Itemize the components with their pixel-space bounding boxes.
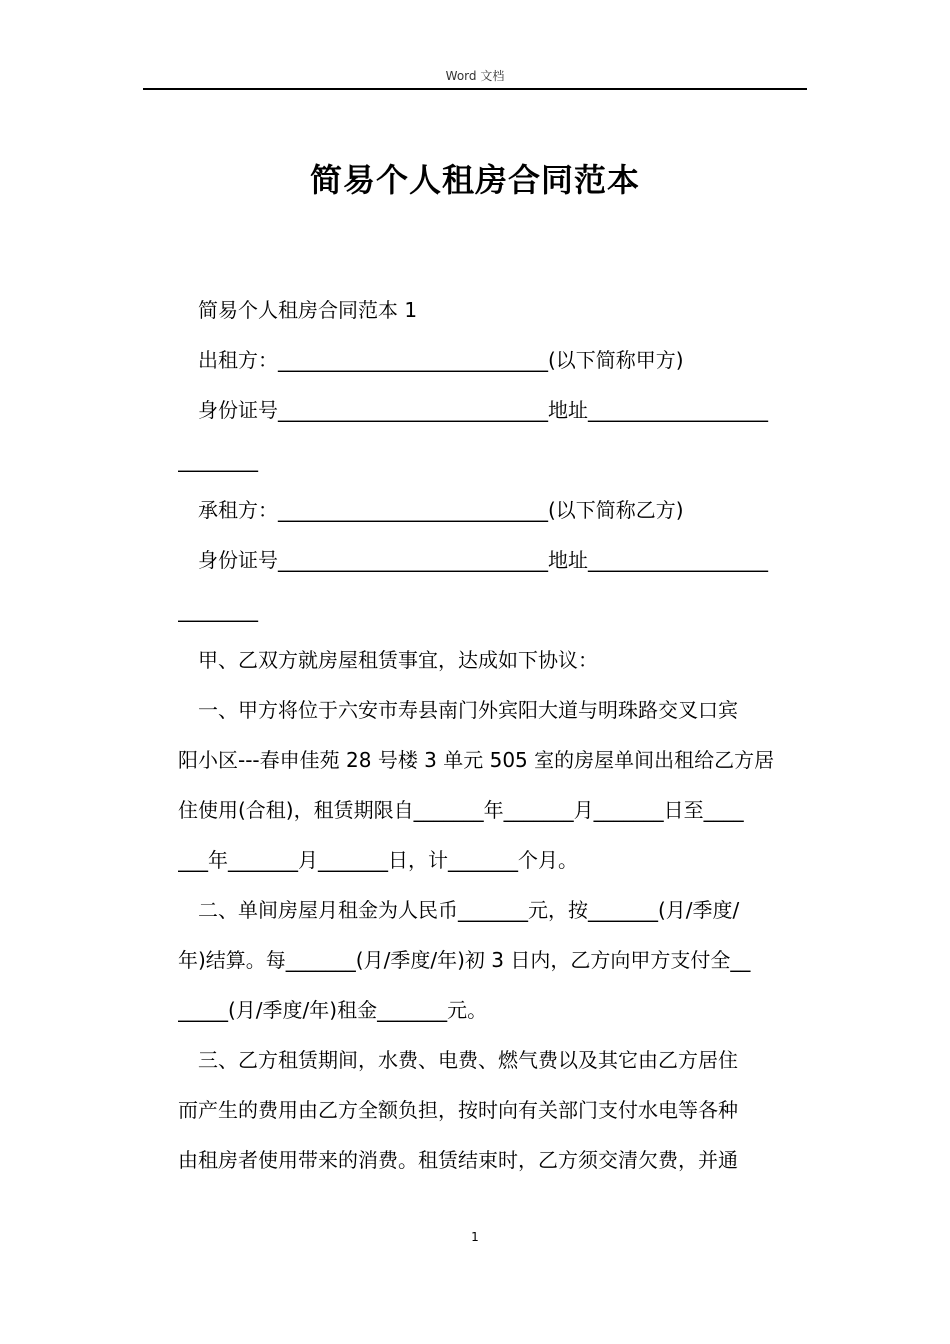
body-line-lessee-id-cont: ________ [178,598,258,622]
body-line-clause-3: 由租房者使用带来的消费。租赁结束时，乙方须交清欠费，并通 [178,1148,738,1172]
body-line-lessor: 出租方：___________________________(以下简称甲方) [198,348,684,372]
body-line-clause-1: ___年_______月_______日，计_______个月。 [178,848,578,872]
body-line-agreement-intro: 甲、乙双方就房屋租赁事宜，达成如下协议： [198,648,598,672]
body-line-clause-1: 一、甲方将位于六安市寿县南门外宾阳大道与明珠路交叉口宾 [198,698,738,722]
page-number: 1 [471,1230,479,1244]
body-line-clause-2: 年)结算。每_______(月/季度/年)初 3 日内，乙方向甲方支付全__ [178,948,751,972]
body-line-clause-2: 二、单间房屋月租金为人民币_______元，按_______(月/季度/ [198,898,740,922]
body-line-lessee: 承租方：___________________________(以下简称乙方) [198,498,684,522]
document-body [178,285,804,1185]
body-line-lessor-id-cont: ________ [178,448,258,472]
body-line-clause-2: _____(月/季度/年)租金_______元。 [178,998,488,1022]
header-text: Word 文档 [445,69,505,83]
body-line-clause-1: 阳小区---春申佳苑 28 号楼 3 单元 505 室的房屋单间出租给乙方居 [178,748,775,772]
body-line-clause-3: 而产生的费用由乙方全额负担，按时向有关部门支付水电等各种 [178,1098,738,1122]
body-line-subtitle: 简易个人租房合同范本 1 [198,298,418,322]
document-title: 简易个人租房合同范本 [309,161,640,199]
body-line-lessor-id: 身份证号___________________________地址__________________ [198,398,768,422]
body-line-lessee-id: 身份证号___________________________地址__________________ [198,548,768,572]
page-header [143,66,807,90]
body-line-clause-3: 三、乙方租赁期间，水费、电费、燃气费以及其它由乙方居住 [198,1048,738,1072]
body-line-clause-1: 住使用(合租)，租赁期限自_______年_______月_______日至____ [178,798,744,822]
